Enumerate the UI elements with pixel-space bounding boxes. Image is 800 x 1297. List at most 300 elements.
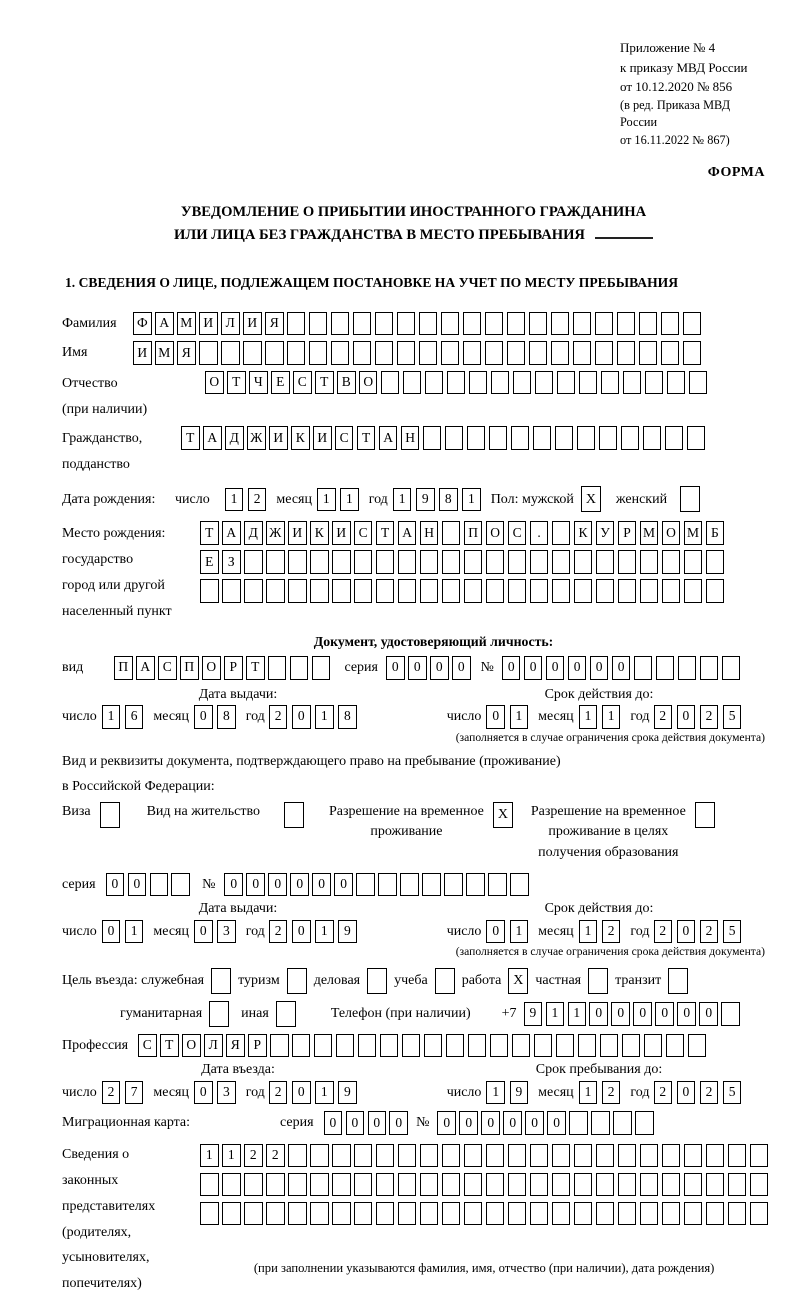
- char-cell[interactable]: [310, 550, 329, 574]
- char-cell[interactable]: [706, 1202, 725, 1226]
- char-cell[interactable]: 2: [700, 920, 719, 944]
- char-cell[interactable]: [288, 1144, 307, 1168]
- char-cell[interactable]: [447, 371, 466, 395]
- char-cell[interactable]: 1: [340, 488, 359, 512]
- char-cell[interactable]: [722, 656, 741, 680]
- char-cell[interactable]: И: [288, 521, 307, 545]
- char-cell[interactable]: [403, 371, 422, 395]
- char-cell[interactable]: С: [293, 371, 312, 395]
- char-cell[interactable]: [578, 1034, 597, 1058]
- char-cell[interactable]: Л: [221, 312, 240, 336]
- char-cell[interactable]: [529, 341, 548, 365]
- char-cell[interactable]: [511, 426, 530, 450]
- char-cell[interactable]: [336, 1034, 355, 1058]
- char-cell[interactable]: 0: [194, 1081, 213, 1105]
- char-cell[interactable]: Л: [204, 1034, 223, 1058]
- char-cell[interactable]: [512, 1034, 531, 1058]
- char-cell[interactable]: [463, 341, 482, 365]
- char-cell[interactable]: [552, 1202, 571, 1226]
- char-cell[interactable]: [468, 1034, 487, 1058]
- char-cell[interactable]: [310, 1202, 329, 1226]
- checkbox-other[interactable]: [276, 1001, 296, 1027]
- char-cell[interactable]: [507, 341, 526, 365]
- char-cell[interactable]: 1: [102, 705, 121, 729]
- char-cell[interactable]: [491, 371, 510, 395]
- char-cell[interactable]: П: [114, 656, 133, 680]
- char-cell[interactable]: [551, 312, 570, 336]
- char-cell[interactable]: [331, 341, 350, 365]
- char-cell[interactable]: 1: [546, 1002, 565, 1026]
- char-cell[interactable]: [171, 873, 190, 897]
- char-cell[interactable]: [530, 550, 549, 574]
- char-cell[interactable]: [656, 656, 675, 680]
- char-cell[interactable]: [442, 1173, 461, 1197]
- char-cell[interactable]: Т: [227, 371, 246, 395]
- char-cell[interactable]: [486, 1202, 505, 1226]
- char-cell[interactable]: [398, 1144, 417, 1168]
- char-cell[interactable]: 2: [654, 920, 673, 944]
- char-cell[interactable]: [422, 873, 441, 897]
- char-cell[interactable]: [684, 550, 703, 574]
- char-cell[interactable]: [222, 1202, 241, 1226]
- char-cell[interactable]: 1: [579, 920, 598, 944]
- char-cell[interactable]: [645, 371, 664, 395]
- char-cell[interactable]: 0: [677, 1081, 696, 1105]
- char-cell[interactable]: [244, 1173, 263, 1197]
- char-cell[interactable]: 0: [546, 656, 565, 680]
- char-cell[interactable]: [486, 550, 505, 574]
- char-cell[interactable]: [613, 1111, 632, 1135]
- char-cell[interactable]: [644, 1034, 663, 1058]
- char-cell[interactable]: [684, 1202, 703, 1226]
- char-cell[interactable]: [640, 550, 659, 574]
- char-cell[interactable]: Р: [248, 1034, 267, 1058]
- char-cell[interactable]: [380, 1034, 399, 1058]
- char-cell[interactable]: И: [133, 341, 152, 365]
- char-cell[interactable]: [423, 426, 442, 450]
- char-cell[interactable]: [397, 312, 416, 336]
- char-cell[interactable]: [618, 579, 637, 603]
- char-cell[interactable]: [376, 1144, 395, 1168]
- char-cell[interactable]: [270, 1034, 289, 1058]
- char-cell[interactable]: Р: [224, 656, 243, 680]
- char-cell[interactable]: [288, 579, 307, 603]
- char-cell[interactable]: [552, 1144, 571, 1168]
- char-cell[interactable]: [288, 550, 307, 574]
- char-cell[interactable]: 1: [486, 1081, 505, 1105]
- char-cell[interactable]: 0: [677, 920, 696, 944]
- char-cell[interactable]: [375, 341, 394, 365]
- char-cell[interactable]: [618, 550, 637, 574]
- char-cell[interactable]: [402, 1034, 421, 1058]
- char-cell[interactable]: [750, 1202, 769, 1226]
- char-cell[interactable]: 0: [346, 1111, 365, 1135]
- char-cell[interactable]: [661, 341, 680, 365]
- char-cell[interactable]: [530, 1173, 549, 1197]
- char-cell[interactable]: [464, 579, 483, 603]
- char-cell[interactable]: [398, 550, 417, 574]
- char-cell[interactable]: 2: [266, 1144, 285, 1168]
- char-cell[interactable]: [290, 656, 309, 680]
- char-cell[interactable]: [488, 873, 507, 897]
- char-cell[interactable]: [552, 579, 571, 603]
- char-cell[interactable]: 0: [589, 1002, 608, 1026]
- char-cell[interactable]: [596, 550, 615, 574]
- char-cell[interactable]: 0: [503, 1111, 522, 1135]
- char-cell[interactable]: 1: [317, 488, 336, 512]
- char-cell[interactable]: [662, 579, 681, 603]
- char-cell[interactable]: [375, 312, 394, 336]
- checkbox-work[interactable]: X: [508, 968, 528, 994]
- char-cell[interactable]: 0: [524, 656, 543, 680]
- char-cell[interactable]: М: [177, 312, 196, 336]
- char-cell[interactable]: [398, 1202, 417, 1226]
- char-cell[interactable]: В: [337, 371, 356, 395]
- char-cell[interactable]: [268, 656, 287, 680]
- char-cell[interactable]: 0: [590, 656, 609, 680]
- char-cell[interactable]: 2: [700, 1081, 719, 1105]
- char-cell[interactable]: [530, 1144, 549, 1168]
- char-cell[interactable]: [579, 371, 598, 395]
- char-cell[interactable]: 0: [389, 1111, 408, 1135]
- char-cell[interactable]: М: [684, 521, 703, 545]
- char-cell[interactable]: 2: [269, 705, 288, 729]
- char-cell[interactable]: [643, 426, 662, 450]
- char-cell[interactable]: [617, 312, 636, 336]
- char-cell[interactable]: Т: [160, 1034, 179, 1058]
- char-cell[interactable]: К: [291, 426, 310, 450]
- char-cell[interactable]: [444, 873, 463, 897]
- char-cell[interactable]: [397, 341, 416, 365]
- char-cell[interactable]: 1: [315, 1081, 334, 1105]
- char-cell[interactable]: 9: [338, 1081, 357, 1105]
- char-cell[interactable]: [398, 579, 417, 603]
- char-cell[interactable]: 0: [386, 656, 405, 680]
- char-cell[interactable]: [485, 312, 504, 336]
- char-cell[interactable]: [442, 579, 461, 603]
- char-cell[interactable]: [618, 1202, 637, 1226]
- char-cell[interactable]: 0: [368, 1111, 387, 1135]
- char-cell[interactable]: [665, 426, 684, 450]
- char-cell[interactable]: [596, 1202, 615, 1226]
- char-cell[interactable]: [721, 1002, 740, 1026]
- char-cell[interactable]: [662, 1144, 681, 1168]
- char-cell[interactable]: 0: [292, 705, 311, 729]
- char-cell[interactable]: [513, 371, 532, 395]
- char-cell[interactable]: 0: [292, 920, 311, 944]
- char-cell[interactable]: Е: [271, 371, 290, 395]
- char-cell[interactable]: [376, 550, 395, 574]
- checkbox-female[interactable]: [680, 486, 700, 512]
- char-cell[interactable]: [420, 1173, 439, 1197]
- checkbox-humanitarian[interactable]: [209, 1001, 229, 1027]
- char-cell[interactable]: [420, 1144, 439, 1168]
- char-cell[interactable]: [442, 550, 461, 574]
- char-cell[interactable]: 1: [315, 705, 334, 729]
- char-cell[interactable]: [420, 579, 439, 603]
- char-cell[interactable]: [678, 656, 697, 680]
- char-cell[interactable]: [310, 1173, 329, 1197]
- char-cell[interactable]: Ж: [266, 521, 285, 545]
- char-cell[interactable]: [425, 371, 444, 395]
- checkbox-edu-permit[interactable]: [695, 802, 715, 828]
- char-cell[interactable]: [574, 1202, 593, 1226]
- char-cell[interactable]: Я: [226, 1034, 245, 1058]
- char-cell[interactable]: [222, 1173, 241, 1197]
- char-cell[interactable]: [381, 371, 400, 395]
- char-cell[interactable]: 2: [602, 1081, 621, 1105]
- char-cell[interactable]: [441, 312, 460, 336]
- char-cell[interactable]: [332, 579, 351, 603]
- char-cell[interactable]: [640, 1144, 659, 1168]
- char-cell[interactable]: [599, 426, 618, 450]
- char-cell[interactable]: [552, 550, 571, 574]
- char-cell[interactable]: [489, 426, 508, 450]
- char-cell[interactable]: 0: [452, 656, 471, 680]
- char-cell[interactable]: [639, 312, 658, 336]
- char-cell[interactable]: 0: [677, 1002, 696, 1026]
- char-cell[interactable]: [574, 1173, 593, 1197]
- char-cell[interactable]: [288, 1173, 307, 1197]
- char-cell[interactable]: [353, 312, 372, 336]
- char-cell[interactable]: [640, 1202, 659, 1226]
- char-cell[interactable]: [200, 579, 219, 603]
- char-cell[interactable]: 8: [439, 488, 458, 512]
- char-cell[interactable]: [309, 312, 328, 336]
- char-cell[interactable]: [314, 1034, 333, 1058]
- char-cell[interactable]: [464, 1173, 483, 1197]
- char-cell[interactable]: [354, 550, 373, 574]
- char-cell[interactable]: [266, 1173, 285, 1197]
- char-cell[interactable]: [557, 371, 576, 395]
- checkbox-residence-permit[interactable]: [284, 802, 304, 828]
- char-cell[interactable]: [331, 312, 350, 336]
- char-cell[interactable]: [222, 579, 241, 603]
- char-cell[interactable]: [706, 1144, 725, 1168]
- char-cell[interactable]: К: [310, 521, 329, 545]
- char-cell[interactable]: 0: [502, 656, 521, 680]
- char-cell[interactable]: 0: [128, 873, 147, 897]
- char-cell[interactable]: [530, 579, 549, 603]
- char-cell[interactable]: [640, 579, 659, 603]
- char-cell[interactable]: [243, 341, 262, 365]
- char-cell[interactable]: [596, 579, 615, 603]
- checkbox-business[interactable]: [367, 968, 387, 994]
- char-cell[interactable]: [529, 312, 548, 336]
- char-cell[interactable]: 0: [194, 920, 213, 944]
- char-cell[interactable]: [574, 550, 593, 574]
- char-cell[interactable]: [508, 1173, 527, 1197]
- char-cell[interactable]: [420, 550, 439, 574]
- char-cell[interactable]: [556, 1034, 575, 1058]
- char-cell[interactable]: 0: [486, 705, 505, 729]
- char-cell[interactable]: .: [530, 521, 549, 545]
- char-cell[interactable]: А: [222, 521, 241, 545]
- char-cell[interactable]: [684, 1144, 703, 1168]
- char-cell[interactable]: Д: [244, 521, 263, 545]
- char-cell[interactable]: 0: [655, 1002, 674, 1026]
- char-cell[interactable]: [376, 1173, 395, 1197]
- char-cell[interactable]: [618, 1173, 637, 1197]
- char-cell[interactable]: 0: [324, 1111, 343, 1135]
- char-cell[interactable]: [288, 1202, 307, 1226]
- char-cell[interactable]: [309, 341, 328, 365]
- char-cell[interactable]: [486, 579, 505, 603]
- char-cell[interactable]: [623, 371, 642, 395]
- char-cell[interactable]: [551, 341, 570, 365]
- char-cell[interactable]: [683, 312, 702, 336]
- char-cell[interactable]: А: [136, 656, 155, 680]
- char-cell[interactable]: [424, 1034, 443, 1058]
- char-cell[interactable]: 1: [579, 1081, 598, 1105]
- char-cell[interactable]: [508, 1202, 527, 1226]
- char-cell[interactable]: [595, 341, 614, 365]
- char-cell[interactable]: [244, 579, 263, 603]
- char-cell[interactable]: [574, 1144, 593, 1168]
- char-cell[interactable]: [569, 1111, 588, 1135]
- char-cell[interactable]: 0: [525, 1111, 544, 1135]
- char-cell[interactable]: Т: [181, 426, 200, 450]
- char-cell[interactable]: [706, 579, 725, 603]
- char-cell[interactable]: [666, 1034, 685, 1058]
- char-cell[interactable]: И: [332, 521, 351, 545]
- char-cell[interactable]: И: [199, 312, 218, 336]
- char-cell[interactable]: Т: [246, 656, 265, 680]
- char-cell[interactable]: [266, 550, 285, 574]
- char-cell[interactable]: 6: [125, 705, 144, 729]
- checkbox-tourism[interactable]: [287, 968, 307, 994]
- char-cell[interactable]: 9: [416, 488, 435, 512]
- char-cell[interactable]: 2: [269, 1081, 288, 1105]
- char-cell[interactable]: 0: [547, 1111, 566, 1135]
- char-cell[interactable]: [332, 1202, 351, 1226]
- char-cell[interactable]: Т: [357, 426, 376, 450]
- char-cell[interactable]: [573, 312, 592, 336]
- char-cell[interactable]: [600, 1034, 619, 1058]
- char-cell[interactable]: [573, 341, 592, 365]
- char-cell[interactable]: [688, 1034, 707, 1058]
- char-cell[interactable]: [420, 1202, 439, 1226]
- char-cell[interactable]: [510, 873, 529, 897]
- char-cell[interactable]: [400, 873, 419, 897]
- char-cell[interactable]: М: [155, 341, 174, 365]
- char-cell[interactable]: [634, 656, 653, 680]
- char-cell[interactable]: 1: [510, 705, 529, 729]
- char-cell[interactable]: [507, 312, 526, 336]
- char-cell[interactable]: 0: [106, 873, 125, 897]
- char-cell[interactable]: [552, 1173, 571, 1197]
- char-cell[interactable]: [266, 579, 285, 603]
- char-cell[interactable]: Т: [376, 521, 395, 545]
- char-cell[interactable]: [354, 1173, 373, 1197]
- char-cell[interactable]: [577, 426, 596, 450]
- checkbox-official[interactable]: [211, 968, 231, 994]
- char-cell[interactable]: 0: [612, 656, 631, 680]
- char-cell[interactable]: 0: [290, 873, 309, 897]
- char-cell[interactable]: 2: [602, 920, 621, 944]
- char-cell[interactable]: 2: [102, 1081, 121, 1105]
- char-cell[interactable]: [445, 426, 464, 450]
- char-cell[interactable]: [419, 341, 438, 365]
- char-cell[interactable]: [750, 1144, 769, 1168]
- char-cell[interactable]: [287, 341, 306, 365]
- char-cell[interactable]: А: [398, 521, 417, 545]
- char-cell[interactable]: 9: [524, 1002, 543, 1026]
- char-cell[interactable]: 5: [723, 1081, 742, 1105]
- char-cell[interactable]: 0: [677, 705, 696, 729]
- char-cell[interactable]: [508, 550, 527, 574]
- char-cell[interactable]: [490, 1034, 509, 1058]
- char-cell[interactable]: 2: [654, 705, 673, 729]
- char-cell[interactable]: [555, 426, 574, 450]
- char-cell[interactable]: Б: [706, 521, 725, 545]
- char-cell[interactable]: А: [203, 426, 222, 450]
- char-cell[interactable]: [353, 341, 372, 365]
- char-cell[interactable]: [287, 312, 306, 336]
- char-cell[interactable]: Т: [315, 371, 334, 395]
- char-cell[interactable]: [469, 371, 488, 395]
- char-cell[interactable]: У: [596, 521, 615, 545]
- char-cell[interactable]: Ж: [247, 426, 266, 450]
- char-cell[interactable]: [662, 1202, 681, 1226]
- char-cell[interactable]: А: [155, 312, 174, 336]
- char-cell[interactable]: О: [359, 371, 378, 395]
- char-cell[interactable]: [221, 341, 240, 365]
- char-cell[interactable]: 2: [269, 920, 288, 944]
- char-cell[interactable]: 0: [408, 656, 427, 680]
- char-cell[interactable]: [398, 1173, 417, 1197]
- char-cell[interactable]: [485, 341, 504, 365]
- char-cell[interactable]: [486, 1144, 505, 1168]
- char-cell[interactable]: З: [222, 550, 241, 574]
- char-cell[interactable]: [378, 873, 397, 897]
- char-cell[interactable]: [662, 1173, 681, 1197]
- char-cell[interactable]: [199, 341, 218, 365]
- char-cell[interactable]: [662, 550, 681, 574]
- char-cell[interactable]: Ф: [133, 312, 152, 336]
- char-cell[interactable]: [617, 341, 636, 365]
- char-cell[interactable]: Н: [420, 521, 439, 545]
- char-cell[interactable]: [621, 426, 640, 450]
- checkbox-visa[interactable]: [100, 802, 120, 828]
- char-cell[interactable]: [706, 1173, 725, 1197]
- char-cell[interactable]: 2: [700, 705, 719, 729]
- char-cell[interactable]: [700, 656, 719, 680]
- char-cell[interactable]: Я: [265, 312, 284, 336]
- char-cell[interactable]: 0: [486, 920, 505, 944]
- char-cell[interactable]: [596, 1144, 615, 1168]
- char-cell[interactable]: [200, 1202, 219, 1226]
- char-cell[interactable]: [508, 1144, 527, 1168]
- char-cell[interactable]: 1: [125, 920, 144, 944]
- char-cell[interactable]: [661, 312, 680, 336]
- char-cell[interactable]: [376, 579, 395, 603]
- char-cell[interactable]: Р: [618, 521, 637, 545]
- char-cell[interactable]: [687, 426, 706, 450]
- char-cell[interactable]: С: [158, 656, 177, 680]
- char-cell[interactable]: 0: [611, 1002, 630, 1026]
- char-cell[interactable]: [684, 579, 703, 603]
- char-cell[interactable]: [200, 1173, 219, 1197]
- char-cell[interactable]: [332, 550, 351, 574]
- char-cell[interactable]: О: [486, 521, 505, 545]
- char-cell[interactable]: 9: [338, 920, 357, 944]
- char-cell[interactable]: [442, 1202, 461, 1226]
- char-cell[interactable]: [244, 550, 263, 574]
- char-cell[interactable]: 0: [568, 656, 587, 680]
- char-cell[interactable]: [574, 579, 593, 603]
- char-cell[interactable]: 1: [225, 488, 244, 512]
